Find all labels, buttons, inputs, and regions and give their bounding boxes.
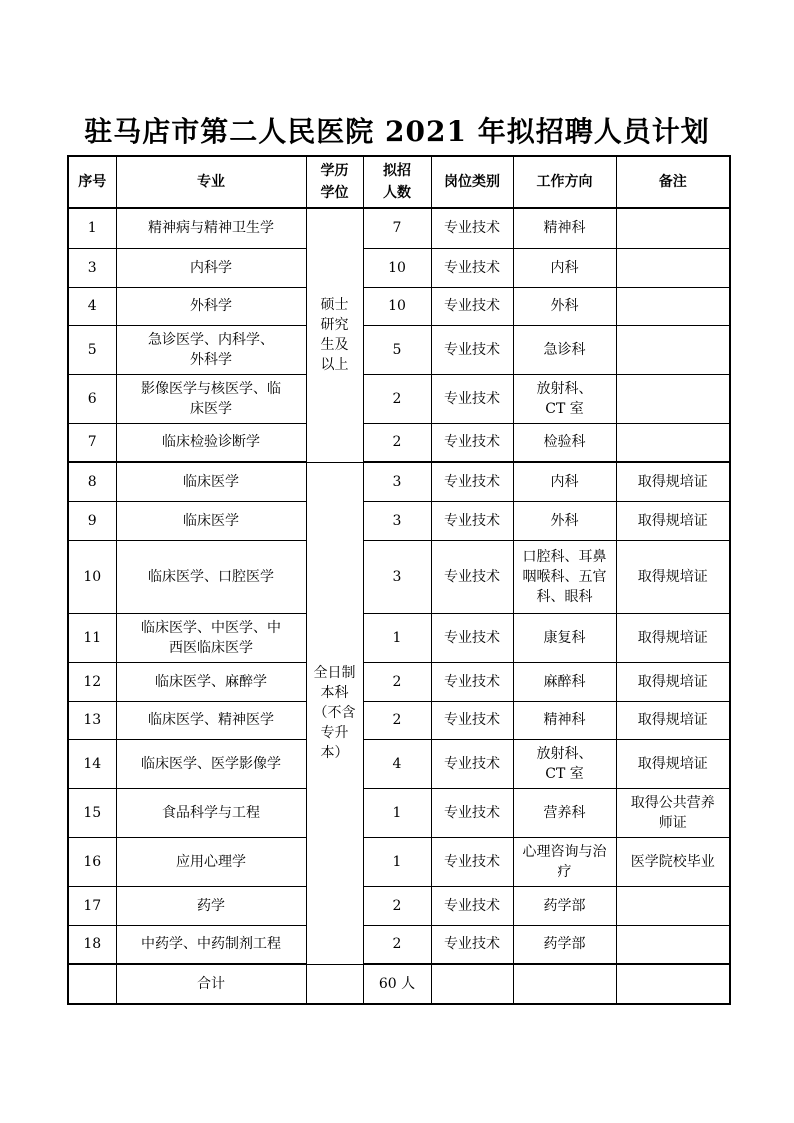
cell-remark xyxy=(616,325,730,374)
cell-category: 专业技术 xyxy=(431,208,513,248)
cell-remark xyxy=(616,374,730,423)
cell-seq: 12 xyxy=(68,662,116,701)
cell-major: 临床医学、精神医学 xyxy=(116,701,306,739)
cell-remark: 取得公共营养师证 xyxy=(616,788,730,837)
page-title: 驻马店市第二人民医院 2021 年拟招聘人员计划 xyxy=(84,115,710,148)
cell-category: 专业技术 xyxy=(431,788,513,837)
cell-remark xyxy=(616,423,730,462)
cell-seq: 9 xyxy=(68,501,116,540)
cell-remark: 取得规培证 xyxy=(616,739,730,788)
table-body xyxy=(68,156,730,1004)
cell-remark: 取得规培证 xyxy=(616,662,730,701)
cell-category: 专业技术 xyxy=(431,540,513,613)
cell-category: 专业技术 xyxy=(431,462,513,501)
cell-category: 专业技术 xyxy=(431,739,513,788)
cell-count: 3 xyxy=(363,462,431,501)
table-row xyxy=(68,287,730,325)
cell-direction: 外科 xyxy=(513,287,616,325)
cell-count: 2 xyxy=(363,423,431,462)
header-count: 拟招人数 xyxy=(363,156,431,208)
table-row xyxy=(68,501,730,540)
cell-count: 10 xyxy=(363,248,431,287)
table-row xyxy=(68,462,730,501)
cell-major: 临床检验诊断学 xyxy=(116,423,306,462)
cell-seq: 5 xyxy=(68,325,116,374)
header-direction: 工作方向 xyxy=(513,156,616,208)
cell-category: 专业技术 xyxy=(431,325,513,374)
cell-category: 专业技术 xyxy=(431,925,513,964)
cell-major: 精神病与精神卫生学 xyxy=(116,208,306,248)
header-category: 岗位类别 xyxy=(431,156,513,208)
cell-remark xyxy=(616,287,730,325)
cell-seq: 16 xyxy=(68,837,116,886)
cell-seq: 18 xyxy=(68,925,116,964)
cell-seq: 3 xyxy=(68,248,116,287)
table-row xyxy=(68,701,730,739)
cell-seq: 8 xyxy=(68,462,116,501)
cell-major: 食品科学与工程 xyxy=(116,788,306,837)
cell-count: 10 xyxy=(363,287,431,325)
cell-direction: 急诊科 xyxy=(513,325,616,374)
cell-remark: 取得规培证 xyxy=(616,540,730,613)
total-category-empty xyxy=(431,964,513,1004)
table-row xyxy=(68,788,730,837)
cell-remark xyxy=(616,925,730,964)
table-row xyxy=(68,739,730,788)
cell-category: 专业技术 xyxy=(431,662,513,701)
cell-seq: 13 xyxy=(68,701,116,739)
cell-major: 中药学、中药制剂工程 xyxy=(116,925,306,964)
cell-direction: 药学部 xyxy=(513,925,616,964)
cell-direction: 药学部 xyxy=(513,886,616,925)
cell-major: 药学 xyxy=(116,886,306,925)
cell-category: 专业技术 xyxy=(431,501,513,540)
cell-direction: 精神科 xyxy=(513,208,616,248)
cell-seq: 4 xyxy=(68,287,116,325)
cell-count: 7 xyxy=(363,208,431,248)
group-degree-bachelor: 全日制本科（不含专升本） xyxy=(306,462,363,964)
cell-major: 影像医学与核医学、临床医学 xyxy=(116,374,306,423)
cell-seq: 6 xyxy=(68,374,116,423)
cell-count: 1 xyxy=(363,837,431,886)
cell-count: 2 xyxy=(363,925,431,964)
cell-direction: 心理咨询与治疗 xyxy=(513,837,616,886)
table-header-row xyxy=(68,156,730,208)
cell-category: 专业技术 xyxy=(431,248,513,287)
cell-seq: 17 xyxy=(68,886,116,925)
header-major: 专业 xyxy=(116,156,306,208)
cell-category: 专业技术 xyxy=(431,287,513,325)
cell-direction: 内科 xyxy=(513,248,616,287)
cell-count: 3 xyxy=(363,501,431,540)
cell-category: 专业技术 xyxy=(431,701,513,739)
recruitment-table xyxy=(67,155,731,1005)
cell-count: 2 xyxy=(363,662,431,701)
total-direction-empty xyxy=(513,964,616,1004)
total-seq-empty xyxy=(68,964,116,1004)
total-remark-empty xyxy=(616,964,730,1004)
cell-direction: 精神科 xyxy=(513,701,616,739)
cell-major: 临床医学、口腔医学 xyxy=(116,540,306,613)
total-label: 合计 xyxy=(116,964,306,1004)
cell-major: 临床医学、医学影像学 xyxy=(116,739,306,788)
cell-direction: 放射科、CT 室 xyxy=(513,374,616,423)
total-row xyxy=(68,964,730,1004)
cell-count: 5 xyxy=(363,325,431,374)
cell-major: 应用心理学 xyxy=(116,837,306,886)
table-row xyxy=(68,837,730,886)
cell-count: 4 xyxy=(363,739,431,788)
table-row xyxy=(68,374,730,423)
table-row xyxy=(68,248,730,287)
cell-remark: 取得规培证 xyxy=(616,462,730,501)
cell-major: 临床医学、麻醉学 xyxy=(116,662,306,701)
cell-remark xyxy=(616,886,730,925)
cell-remark: 取得规培证 xyxy=(616,613,730,662)
cell-count: 1 xyxy=(363,613,431,662)
cell-category: 专业技术 xyxy=(431,374,513,423)
cell-category: 专业技术 xyxy=(431,837,513,886)
cell-major: 外科学 xyxy=(116,287,306,325)
cell-major: 临床医学、中医学、中西医临床医学 xyxy=(116,613,306,662)
cell-major: 临床医学 xyxy=(116,462,306,501)
table-row xyxy=(68,925,730,964)
cell-direction: 口腔科、耳鼻咽喉科、五官科、眼科 xyxy=(513,540,616,613)
group-degree-master: 硕士研究生及以上 xyxy=(306,208,363,462)
table-row xyxy=(68,886,730,925)
cell-direction: 营养科 xyxy=(513,788,616,837)
cell-remark xyxy=(616,248,730,287)
header-degree: 学历学位 xyxy=(306,156,363,208)
header-seq: 序号 xyxy=(68,156,116,208)
header-remark: 备注 xyxy=(616,156,730,208)
cell-category: 专业技术 xyxy=(431,613,513,662)
cell-count: 2 xyxy=(363,701,431,739)
table-row xyxy=(68,613,730,662)
cell-direction: 麻醉科 xyxy=(513,662,616,701)
cell-direction: 外科 xyxy=(513,501,616,540)
table-row xyxy=(68,208,730,248)
cell-seq: 7 xyxy=(68,423,116,462)
table-row xyxy=(68,662,730,701)
total-degree-empty xyxy=(306,964,363,1004)
cell-major: 内科学 xyxy=(116,248,306,287)
table-row xyxy=(68,325,730,374)
cell-seq: 10 xyxy=(68,540,116,613)
cell-direction: 放射科、CT 室 xyxy=(513,739,616,788)
cell-category: 专业技术 xyxy=(431,886,513,925)
cell-count: 1 xyxy=(363,788,431,837)
cell-direction: 检验科 xyxy=(513,423,616,462)
table-row xyxy=(68,540,730,613)
cell-direction: 内科 xyxy=(513,462,616,501)
cell-remark: 取得规培证 xyxy=(616,701,730,739)
total-count: 60 人 xyxy=(363,964,431,1004)
cell-count: 3 xyxy=(363,540,431,613)
cell-count: 2 xyxy=(363,886,431,925)
cell-remark: 医学院校毕业 xyxy=(616,837,730,886)
cell-direction: 康复科 xyxy=(513,613,616,662)
cell-seq: 15 xyxy=(68,788,116,837)
cell-category: 专业技术 xyxy=(431,423,513,462)
cell-seq: 11 xyxy=(68,613,116,662)
cell-major: 临床医学 xyxy=(116,501,306,540)
cell-remark xyxy=(616,208,730,248)
cell-remark: 取得规培证 xyxy=(616,501,730,540)
cell-seq: 1 xyxy=(68,208,116,248)
cell-major: 急诊医学、内科学、外科学 xyxy=(116,325,306,374)
table-row xyxy=(68,423,730,462)
cell-count: 2 xyxy=(363,374,431,423)
cell-seq: 14 xyxy=(68,739,116,788)
